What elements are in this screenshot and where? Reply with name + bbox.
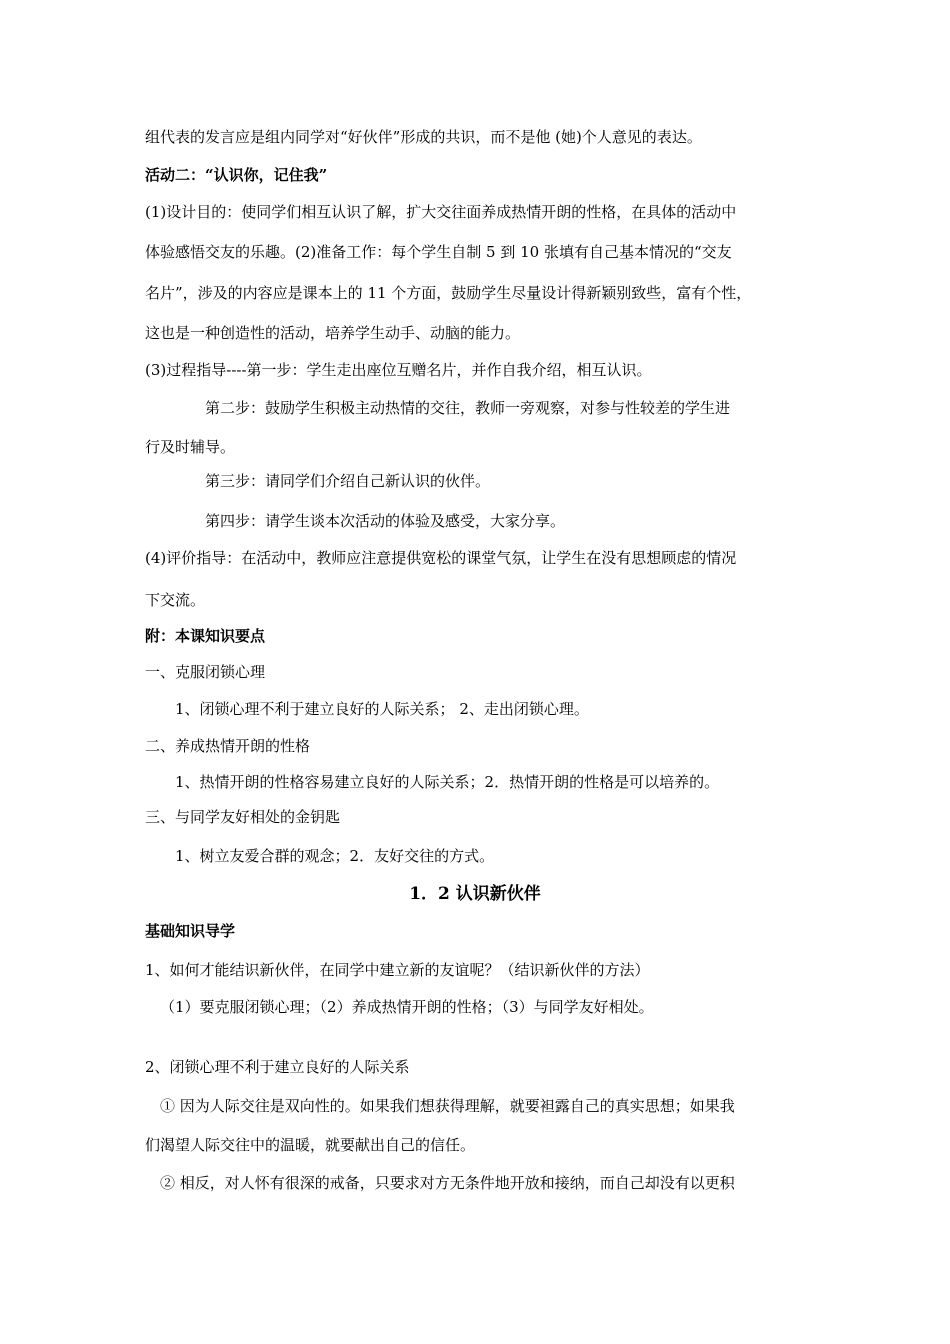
subsection-heading: 基础知识导学	[145, 922, 236, 940]
list-item: 1、热情开朗的性格容易建立良好的人际关系；2．热情开朗的性格是可以培养的。	[175, 773, 720, 791]
list-item: 1、树立友爱合群的观念；2．友好交往的方式。	[175, 847, 495, 865]
activity-two-heading: 活动二：“认识你，记住我”	[145, 166, 328, 184]
paragraph-line: 第四步：请学生谈本次活动的体验及感受，大家分享。	[205, 512, 566, 530]
paragraph-line: ② 相反，对人怀有很深的戒备，只要求对方无条件地开放和接纳，而自己却没有以更积	[160, 1174, 735, 1192]
paragraph-line: 行及时辅导。	[145, 438, 236, 456]
paragraph-line: 名片”，涉及的内容应是课本上的 11 个方面，鼓励学生尽量设计得新颖别致些，富有个性，	[145, 284, 752, 302]
paragraph-line: 这也是一种创造性的活动，培养学生动手、动脑的能力。	[145, 324, 521, 342]
paragraph-line: (4)评价指导：在活动中，教师应注意提供宽松的课堂气氛，让学生在没有思想顾虑的情况	[145, 549, 737, 567]
section-heading: 三、与同学友好相处的金钥匙	[145, 808, 341, 826]
question-line: 1、如何才能结识新伙伴，在同学中建立新的友谊呢？（结识新伙伴的方法）	[145, 961, 650, 979]
list-item: 1、闭锁心理不利于建立良好的人际关系； 2、走出闭锁心理。	[175, 700, 589, 718]
paragraph-line: 第三步：请同学们介绍自己新认识的伙伴。	[205, 472, 491, 490]
answer-line: （1）要克服闭锁心理；（2）养成热情开朗的性格；（3）与同学友好相处。	[160, 998, 654, 1016]
paragraph-line: 们渴望人际交往中的温暖，就要献出自己的信任。	[145, 1136, 476, 1154]
question-line: 2、闭锁心理不利于建立良好的人际关系	[145, 1058, 410, 1076]
paragraph-line: ① 因为人际交往是双向性的。如果我们想获得理解，就要袒露自己的真实思想；如果我	[160, 1097, 735, 1115]
paragraph-line: (1)设计目的：使同学们相互认识了解，扩大交往面养成热情开朗的性格，在具体的活动中	[145, 203, 737, 221]
paragraph-line: 第二步：鼓励学生积极主动热情的交往，教师一旁观察，对参与性较差的学生进	[205, 399, 731, 417]
section-heading: 一、克服闭锁心理	[145, 663, 266, 681]
paragraph-line: (3)过程指导----第一步：学生走出座位互赠名片，并作自我介绍，相互认识。	[145, 361, 652, 379]
paragraph-line: 组代表的发言应是组内同学对“好伙伴”形成的共识，而不是他 (她)个人意见的表达。	[145, 128, 702, 146]
paragraph-line: 体验感悟交友的乐趣。(2)准备工作：每个学生自制 5 到 10 张填有自己基本情况的“交友	[145, 243, 732, 261]
section-heading: 二、养成热情开朗的性格	[145, 737, 311, 755]
lesson-title: 1．2 认识新伙伴	[409, 884, 541, 904]
appendix-heading: 附：本课知识要点	[145, 627, 266, 645]
paragraph-line: 下交流。	[145, 591, 206, 609]
